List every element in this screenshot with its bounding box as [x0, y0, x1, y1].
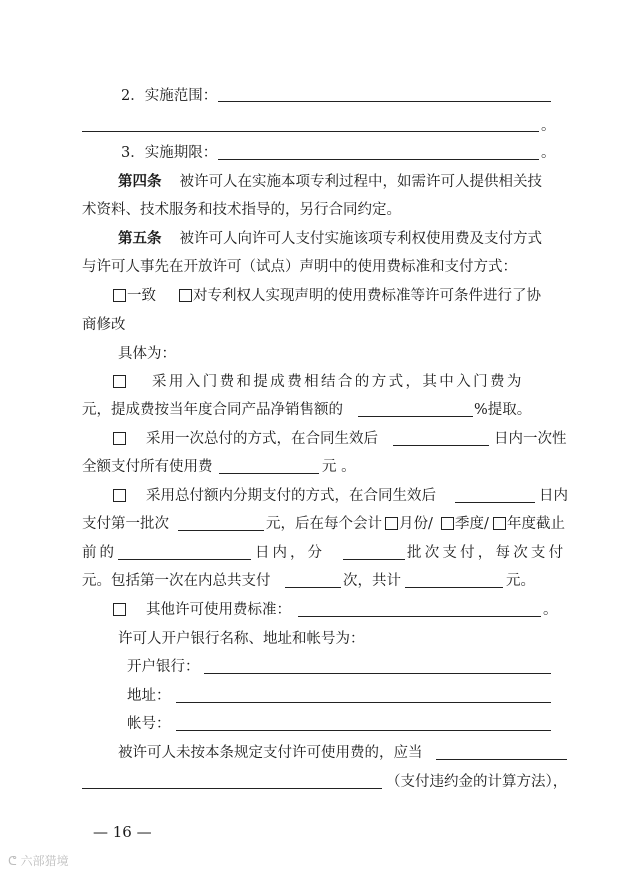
option-4-checkbox[interactable] [113, 603, 126, 616]
option-2-checkbox[interactable] [113, 432, 126, 445]
option-3-text-3a: 前的 [82, 545, 117, 561]
total-amount-field[interactable] [405, 587, 503, 588]
lump-sum-days-field[interactable] [393, 445, 489, 446]
bank-name-field[interactable] [204, 673, 551, 674]
consistent-label: 一致 [127, 288, 156, 304]
option-1-text-2a: 元，提成费按当年度合同产品净销售额的 [82, 402, 343, 418]
term-end: 。 [541, 145, 556, 161]
quarter-label: 季度/ [455, 516, 489, 532]
option-1-text-2b: %提取。 [474, 402, 532, 418]
option-2-text-1b: 日内一次性 [494, 431, 567, 447]
lump-sum-amount-field[interactable] [219, 473, 319, 474]
year-label: 年度截止 [507, 516, 565, 532]
option-3-text-3b: 日内，分 [255, 545, 325, 561]
option-3-text-4b: 次，共计 [343, 573, 401, 589]
month-label: 月份/ [399, 516, 433, 532]
quarter-checkbox[interactable] [441, 517, 454, 530]
royalty-rate-field[interactable] [358, 416, 473, 417]
bank-address-label: 地址： [127, 688, 171, 704]
option-3-text-1b: 日内 [539, 488, 568, 504]
bank-address-field[interactable] [176, 702, 551, 703]
penalty-text-1: 被许可人未按本条规定支付许可使用费的，应当 [118, 745, 423, 761]
option-3-checkbox[interactable] [113, 489, 126, 502]
option-3-text-4a: 元。包括第一次在内总共支付 [82, 573, 271, 589]
watermark-logo-icon: ᕦ [8, 854, 21, 868]
option-2-text-2a: 全额支付所有使用费 [82, 459, 213, 475]
article-4-text-2: 术资料、技术服务和技术指导的，另行合同约定。 [82, 202, 401, 218]
scope-end: 。 [541, 118, 556, 134]
article-5-heading: 第五条 [118, 230, 162, 247]
scope-field-line2[interactable] [82, 131, 539, 132]
page-number: — 16 — [93, 823, 152, 841]
option-3-text-1a: 采用总付额内分期支付的方式，在合同生效后 [146, 488, 436, 504]
option-3-text-3c: 批次支付，每次支付 [407, 545, 567, 561]
watermark [8, 852, 69, 869]
option-1-text-1: 采用入门费和提成费相结合的方式，其中入门费为 [152, 374, 524, 390]
bank-account-label: 帐号： [127, 716, 171, 732]
option-4-end: 。 [543, 602, 558, 618]
option-1-checkbox[interactable] [113, 375, 126, 388]
article-4-text-1: 被许可人在实施本项专利过程中，如需许可人提供相关技 [179, 174, 542, 190]
scope-field[interactable] [218, 101, 551, 102]
penalty-text-2: （支付违约金的计算方法）， [386, 774, 568, 790]
bank-name-label: 开户银行： [127, 659, 200, 675]
option-2-text-1a: 采用一次总付的方式，在合同生效后 [146, 431, 378, 447]
option-3-text-2a: 支付第一批次 [82, 516, 169, 532]
negotiated-label-2: 商修改 [82, 317, 126, 333]
article-5-text-1: 被许可人向许可人支付实施该项专利权使用费及支付方式 [179, 231, 542, 247]
term-field[interactable] [218, 159, 539, 160]
total-times-field[interactable] [285, 587, 341, 588]
term-label: 3．实施期限： [121, 145, 218, 161]
article-5-text-2: 与许可人事先在开放许可（试点）声明中的使用费标准和支付方式： [82, 259, 517, 275]
article-4-heading: 第四条 [118, 173, 162, 190]
month-checkbox[interactable] [385, 517, 398, 530]
consistent-checkbox[interactable] [113, 289, 126, 302]
bank-intro: 许可人开户银行名称、地址和帐号为： [118, 631, 365, 647]
batch-count-field[interactable] [343, 559, 405, 560]
option-2-text-2b: 元 。 [322, 459, 356, 475]
first-installment-field[interactable] [178, 530, 264, 531]
year-checkbox[interactable] [493, 517, 506, 530]
penalty-field[interactable] [436, 759, 567, 760]
specifically-label: 具体为： [118, 346, 176, 362]
penalty-field-line2[interactable] [82, 788, 382, 789]
period-days-field[interactable] [118, 559, 251, 560]
bank-account-field[interactable] [176, 730, 551, 731]
scope-label: 2．实施范围： [121, 88, 218, 104]
option-4-label: 其他许可使用费标准： [146, 602, 291, 618]
option-3-text-4c: 元。 [506, 573, 535, 589]
watermark-text: 六部猎境 [20, 854, 69, 868]
option-3-text-2b: 元，后在每个会计 [266, 516, 382, 532]
negotiated-checkbox[interactable] [179, 289, 192, 302]
negotiated-label: 对专利权人实现声明的使用费标准等许可条件进行了协 [193, 288, 541, 304]
other-standard-field[interactable] [298, 616, 541, 617]
installment-days-field[interactable] [455, 502, 535, 503]
